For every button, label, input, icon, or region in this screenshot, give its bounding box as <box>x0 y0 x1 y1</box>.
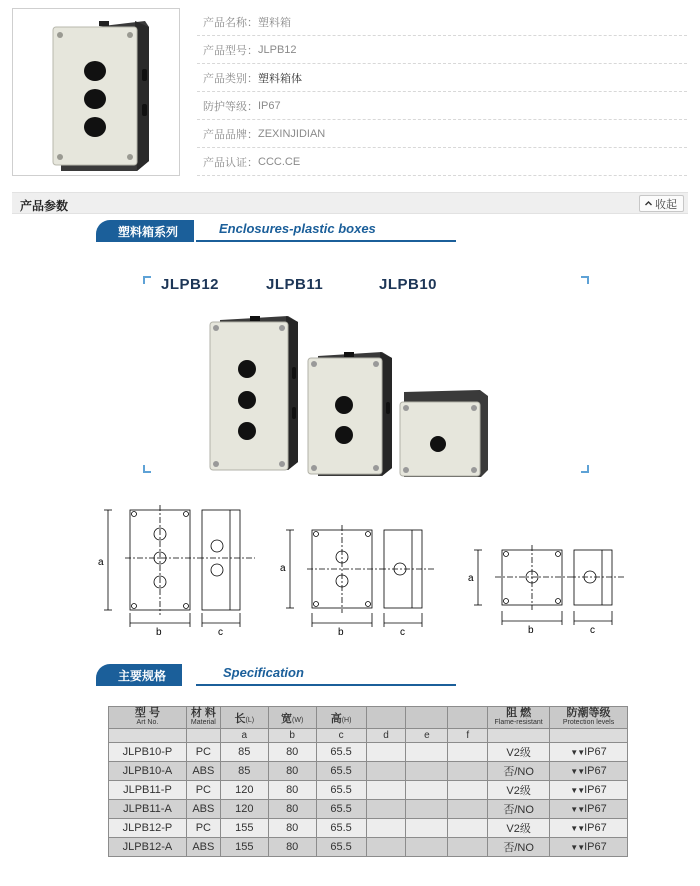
table-cell: 80 <box>268 838 316 857</box>
table-subheader-row <box>109 729 628 743</box>
col-header-protection: 防潮等级 Protection levels <box>550 707 628 729</box>
table-cell: 65.5 <box>316 800 366 819</box>
table-row <box>109 800 628 819</box>
col-header-length: 长(L) <box>220 707 268 729</box>
info-row-brand <box>197 120 687 148</box>
dim-c-label: c <box>590 625 595 636</box>
table-cell: 85 <box>220 762 268 781</box>
info-row-name <box>197 8 687 36</box>
info-label: 产品品牌： <box>203 128 258 141</box>
table-cell: 80 <box>268 762 316 781</box>
dim-b-label: b <box>528 625 534 636</box>
banner-en-title: Enclosures-plastic boxes <box>219 221 376 236</box>
table-row <box>109 743 628 762</box>
table-cell <box>366 838 406 857</box>
info-label: 产品类别： <box>203 72 258 85</box>
info-label: 产品型号： <box>203 44 258 57</box>
info-row-model <box>197 36 687 64</box>
section-title: 产品参数 <box>20 199 69 213</box>
drawing-jlpb10 <box>474 545 625 625</box>
collapse-label: 收起 <box>655 198 677 211</box>
table-cell: 120 <box>220 800 268 819</box>
corner-bracket <box>581 465 589 473</box>
table-cell <box>406 800 448 819</box>
table-cell: ▼▼IP67 <box>550 743 628 762</box>
product-image <box>13 9 179 175</box>
table-cell: PC <box>186 781 220 800</box>
water-drop-icon: ▼▼ <box>570 805 585 814</box>
info-value: IP67 <box>258 99 281 112</box>
drawing-jlpb12 <box>104 505 255 627</box>
table-cell: 65.5 <box>316 819 366 838</box>
banner-cn-title: 主要规格 <box>96 664 182 686</box>
table-cell: JLPB11-P <box>109 781 187 800</box>
col-header-blank <box>366 707 406 729</box>
water-drop-icon: ▼▼ <box>570 748 585 757</box>
table-cell: 155 <box>220 819 268 838</box>
table-cell <box>448 838 488 857</box>
dim-b-label: b <box>156 627 162 638</box>
table-cell <box>366 743 406 762</box>
table-cell: 否/NO <box>488 800 550 819</box>
product-params-header <box>12 192 688 214</box>
table-row <box>109 819 628 838</box>
banner-cn-title: 塑料箱系列 <box>96 220 194 242</box>
series-banner <box>96 220 466 242</box>
col-header-material: 材 料 Material <box>186 707 220 729</box>
table-cell: V2级 <box>488 743 550 762</box>
water-drop-icon: ▼▼ <box>570 767 585 776</box>
dim-c-label: c <box>218 627 223 638</box>
product-info-list <box>197 8 687 176</box>
info-label: 防护等级： <box>203 100 258 113</box>
table-cell: PC <box>186 819 220 838</box>
info-value: 塑料箱 <box>258 16 291 29</box>
table-cell: JLPB10-P <box>109 743 187 762</box>
table-row <box>109 762 628 781</box>
info-value: ZEXINJIDIAN <box>258 127 326 140</box>
dim-b-label: b <box>338 627 344 638</box>
table-cell <box>406 762 448 781</box>
subheader-cell <box>109 729 187 743</box>
info-label: 产品认证： <box>203 156 258 169</box>
table-cell <box>366 781 406 800</box>
specification-table <box>108 706 628 857</box>
table-cell: ▼▼IP67 <box>550 800 628 819</box>
table-cell <box>366 800 406 819</box>
table-cell <box>448 781 488 800</box>
table-cell: ABS <box>186 762 220 781</box>
water-drop-icon: ▼▼ <box>570 786 585 795</box>
table-cell <box>406 743 448 762</box>
product-lineup-image <box>200 312 500 477</box>
info-value: JLPB12 <box>258 43 297 56</box>
table-cell <box>448 762 488 781</box>
info-row-category <box>197 64 687 92</box>
product-thumbnail[interactable] <box>12 8 180 176</box>
table-cell <box>366 819 406 838</box>
info-row-protection <box>197 92 687 120</box>
corner-bracket <box>581 276 589 284</box>
col-header-height: 高(H) <box>316 707 366 729</box>
model-label-jlpb10: JLPB10 <box>379 276 438 293</box>
info-label: 产品名称： <box>203 16 258 29</box>
water-drop-icon: ▼▼ <box>570 824 585 833</box>
table-cell: 65.5 <box>316 838 366 857</box>
table-cell <box>406 819 448 838</box>
table-cell: 120 <box>220 781 268 800</box>
table-cell <box>448 819 488 838</box>
table-cell <box>448 800 488 819</box>
water-drop-icon: ▼▼ <box>570 843 585 852</box>
banner-underline <box>196 684 456 686</box>
subheader-cell: c <box>316 729 366 743</box>
table-cell: JLPB12-P <box>109 819 187 838</box>
banner-en-title: Specification <box>223 665 304 680</box>
dim-a-label: a <box>468 573 474 584</box>
table-cell: JLPB12-A <box>109 838 187 857</box>
table-cell: ABS <box>186 838 220 857</box>
dim-a-label: a <box>280 563 286 574</box>
subheader-cell: f <box>448 729 488 743</box>
table-cell: JLPB10-A <box>109 762 187 781</box>
subheader-cell: b <box>268 729 316 743</box>
table-cell: 80 <box>268 743 316 762</box>
dimension-drawings <box>90 505 630 640</box>
table-cell: 65.5 <box>316 781 366 800</box>
table-cell: ▼▼IP67 <box>550 781 628 800</box>
dim-c-label: c <box>400 627 405 638</box>
subheader-cell: d <box>366 729 406 743</box>
table-cell: PC <box>186 743 220 762</box>
table-cell: JLPB11-A <box>109 800 187 819</box>
collapse-button[interactable] <box>639 195 684 212</box>
col-header-model: 型 号 Art No. <box>109 707 187 729</box>
table-cell: 80 <box>268 819 316 838</box>
drawing-jlpb11 <box>286 525 435 627</box>
table-cell: 否/NO <box>488 762 550 781</box>
table-cell: V2级 <box>488 781 550 800</box>
model-label-jlpb12: JLPB12 <box>161 276 220 293</box>
table-row <box>109 838 628 857</box>
corner-bracket <box>143 465 151 473</box>
banner-underline <box>196 240 456 242</box>
info-value: CCC.CE <box>258 155 301 168</box>
table-header-row <box>109 707 628 729</box>
table-cell: ▼▼IP67 <box>550 762 628 781</box>
table-cell <box>448 743 488 762</box>
col-header-width: 宽(W) <box>268 707 316 729</box>
table-cell: 155 <box>220 838 268 857</box>
info-value[interactable]: 塑料箱体 <box>258 72 302 85</box>
col-header-blank <box>406 707 448 729</box>
table-cell <box>366 762 406 781</box>
table-cell <box>406 781 448 800</box>
dim-a-label: a <box>98 557 104 568</box>
table-cell: ABS <box>186 800 220 819</box>
table-cell: 85 <box>220 743 268 762</box>
model-label-jlpb11: JLPB11 <box>266 276 324 293</box>
info-row-certification <box>197 148 687 176</box>
table-cell: 65.5 <box>316 743 366 762</box>
table-cell: V2级 <box>488 819 550 838</box>
table-cell: 65.5 <box>316 762 366 781</box>
table-cell: 80 <box>268 800 316 819</box>
table-cell: 否/NO <box>488 838 550 857</box>
table-row <box>109 781 628 800</box>
subheader-cell: a <box>220 729 268 743</box>
corner-bracket <box>143 276 151 284</box>
table-cell <box>406 838 448 857</box>
subheader-cell <box>488 729 550 743</box>
chevron-up-icon <box>644 199 653 208</box>
table-cell: 80 <box>268 781 316 800</box>
table-cell: ▼▼IP67 <box>550 819 628 838</box>
table-cell: ▼▼IP67 <box>550 838 628 857</box>
subheader-cell: e <box>406 729 448 743</box>
specification-banner <box>96 664 466 686</box>
col-header-flame: 阻 燃 Flame-resistant <box>488 707 550 729</box>
col-header-blank <box>448 707 488 729</box>
subheader-cell <box>186 729 220 743</box>
subheader-cell <box>550 729 628 743</box>
